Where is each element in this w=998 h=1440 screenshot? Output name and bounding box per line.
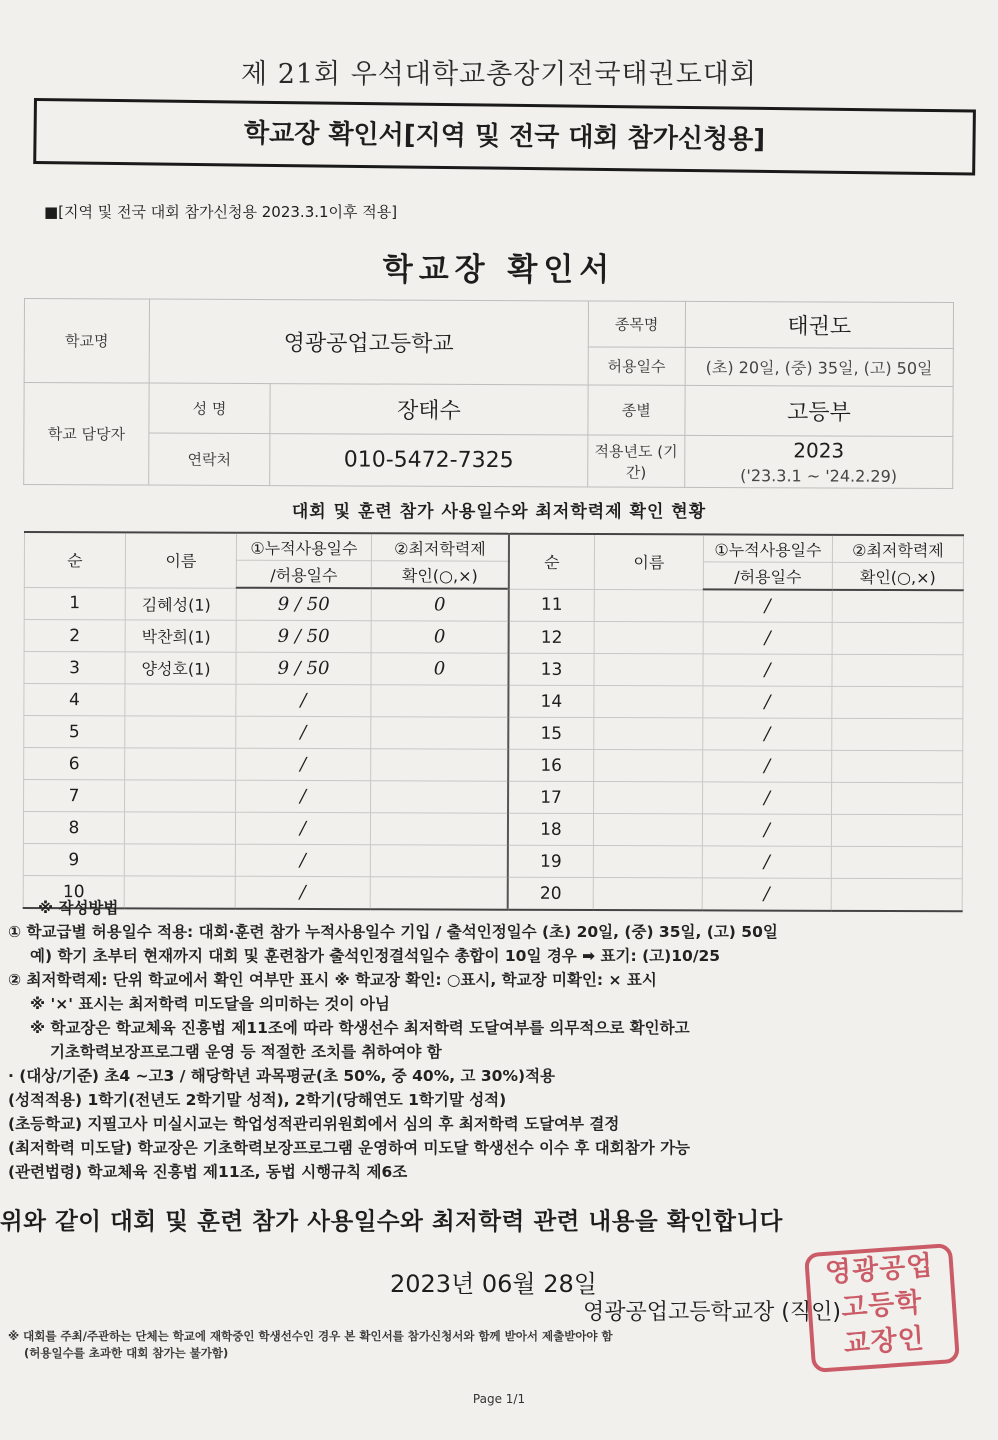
min-score-check <box>831 878 962 911</box>
days-used: / <box>703 782 832 814</box>
min-score-check <box>371 781 509 813</box>
athlete-name <box>593 845 702 877</box>
col-no-2: 순 <box>509 534 595 589</box>
days-used: 9 / 50 <box>236 620 371 652</box>
days-used: / <box>236 684 371 716</box>
athlete-name: 양성호(1) <box>125 652 236 684</box>
days-used: / <box>702 814 831 846</box>
table-row <box>24 780 963 815</box>
days-used: / <box>702 878 831 911</box>
row-number: 9 <box>23 843 124 875</box>
min-score-check <box>832 718 963 750</box>
days-value: (초) 20일, (중) 35일, (고) 50일 <box>685 347 953 386</box>
min-score-check <box>831 846 962 878</box>
days-used: / <box>236 780 371 812</box>
instructions <box>8 896 778 1184</box>
athlete-name <box>593 813 702 845</box>
col-no: 순 <box>24 532 125 587</box>
sport-value: 태권도 <box>685 301 953 348</box>
athlete-name <box>594 653 703 685</box>
table-row <box>24 620 963 655</box>
note-line: 예) 학기 초부터 현재까지 대회 및 훈련참가 출석인정결석일수 총합이 10일 경우 ➡ 표기: (고)10/25 <box>30 947 721 965</box>
name-value: 장태수 <box>270 384 588 435</box>
col-days-2: /허용일수 <box>236 560 371 588</box>
days-used: 9 / 50 <box>236 588 371 621</box>
col-check-2: 확인(○,×) <box>371 561 509 589</box>
table-row <box>24 748 963 783</box>
sport-label: 종목명 <box>588 301 685 347</box>
row-number: 15 <box>508 717 594 749</box>
note-line: (성적적용) 1학기(전년도 2학기말 성적), 2학기(당해연도 1학기말 성적) <box>8 1091 507 1109</box>
days-used: / <box>235 812 370 844</box>
min-score-check: 0 <box>371 588 509 621</box>
days-used: / <box>235 844 370 876</box>
seal-line: 교장인 <box>842 1323 926 1360</box>
row-number: 13 <box>508 653 594 685</box>
min-score-check <box>370 813 508 845</box>
athlete-name <box>594 781 703 813</box>
table-row <box>23 812 962 847</box>
min-score-check <box>832 654 963 686</box>
min-score-check <box>831 814 962 846</box>
table-row <box>24 716 963 751</box>
col-check-3: ②최저학력제 <box>832 535 963 563</box>
note-line: ② 최저학력제: 단위 학교에서 확인 여부만 표시 ※ 학교장 확인: ○표시, 학교장 미확인: × 표시 <box>8 971 657 989</box>
footnote <box>8 1328 613 1362</box>
col-days-3: ①누적사용일수 <box>703 534 832 562</box>
min-score-check <box>371 717 509 749</box>
col-check-1: ②최저학력제 <box>371 533 509 561</box>
athlete-name <box>124 812 235 844</box>
row-number: 10 <box>23 875 124 908</box>
status-table <box>23 531 964 912</box>
status-title: 대회 및 훈련 참가 사용일수와 최저학력제 확인 현황 <box>291 502 707 522</box>
note-line: ① 학교급별 허용일수 적용: 대회·훈련 참가 누적사용일수 기입 / 출석인정일수 (초) 20일, (중) 35일, (고) 50일 <box>8 923 778 941</box>
confirm-statement: 위와 같이 대회 및 훈련 참가 사용일수와 최저학력 관련 내용을 확인합니다 <box>0 1207 783 1235</box>
col-name: 이름 <box>125 532 236 587</box>
doc-title: 학교장 확인서[지역 및 전국 대회 참가신청용] <box>243 118 766 155</box>
table-row <box>23 843 962 878</box>
contact-label: 연락처 <box>149 433 270 486</box>
footnote-line: ※ 대회를 주최/주관하는 단체는 학교에 재학중인 학생선수인 경우 본 확인서를 참가신청서와 함께 받아서 제출받아야 함 <box>8 1329 613 1343</box>
row-number: 14 <box>508 685 594 717</box>
col-days-4: /허용일수 <box>703 562 832 590</box>
days-used: / <box>703 750 832 782</box>
name-label: 성 명 <box>149 383 270 434</box>
col-check-4: 확인(○,×) <box>832 562 963 590</box>
row-number: 5 <box>24 716 125 748</box>
row-number: 6 <box>24 748 125 780</box>
note-line: ※ '×' 표시는 최저학력 미도달을 의미하는 것이 아님 <box>30 995 390 1013</box>
min-score-check <box>832 686 963 718</box>
page-number: Page 1/1 <box>472 1392 526 1406</box>
row-number: 3 <box>24 652 125 684</box>
school-label: 학교명 <box>24 299 149 384</box>
days-used: / <box>236 748 371 780</box>
athlete-name <box>594 621 703 653</box>
school-value: 영광공업고등학교 <box>149 299 588 385</box>
days-used: / <box>703 718 832 750</box>
footnote-line: (허용일수를 초과한 대회 참가는 불가함) <box>24 1346 229 1360</box>
note-line: · (대상/기준) 초4 ~고3 / 해당학년 과목평균(초 50%, 중 40%, 고 30%)적용 <box>8 1067 556 1085</box>
min-score-check <box>371 749 509 781</box>
year-label: 적용년도 (기간) <box>587 435 684 487</box>
note-line: (초등학교) 지필고사 미실시교는 학업성적관리위원회에서 심의 후 최저학력 도달여부 결정 <box>8 1115 620 1133</box>
col-name-2: 이름 <box>594 534 703 589</box>
row-number: 19 <box>508 845 594 877</box>
info-table <box>23 298 954 489</box>
days-used: / <box>703 686 832 718</box>
days-used: / <box>703 654 832 686</box>
athlete-name <box>124 844 235 876</box>
row-number: 18 <box>508 813 594 845</box>
main-title: 학교장 확인서 <box>382 252 616 288</box>
athlete-name <box>594 717 703 749</box>
official-seal <box>804 1243 960 1373</box>
days-used: 9 / 50 <box>236 652 371 684</box>
status-rows <box>23 587 963 911</box>
table-row <box>24 652 963 687</box>
athlete-name <box>594 589 703 622</box>
issue-date: 2023년 06월 28일 <box>390 1270 597 1298</box>
event-title: 제 21회 우석대학교총장기전국태권도대회 <box>241 59 757 90</box>
row-number: 2 <box>24 620 125 652</box>
athlete-name <box>594 685 703 717</box>
athlete-name <box>125 684 236 716</box>
year-value: 2023 <box>793 438 845 463</box>
table-row <box>24 587 963 623</box>
athlete-name <box>125 716 236 748</box>
min-score-check <box>832 782 963 814</box>
days-label: 허용일수 <box>588 347 685 385</box>
min-score-check: 0 <box>371 653 509 685</box>
col-days-1: ①누적사용일수 <box>236 533 371 561</box>
signer: 영광공업고등학교장 (직인) <box>583 1300 841 1325</box>
athlete-name: 박찬희(1) <box>125 620 236 652</box>
athlete-name <box>125 780 236 812</box>
min-score-check <box>832 750 963 782</box>
year-cell <box>684 435 952 488</box>
seal-line: 영광공업 <box>824 1250 935 1289</box>
row-number: 8 <box>23 812 124 844</box>
contact-value: 010-5472-7325 <box>270 434 588 487</box>
athlete-name <box>125 748 236 780</box>
seal-line: 고등학 <box>840 1287 924 1324</box>
note-line: ※ 학교장은 학교체육 진흥법 제11조에 따라 학생선수 최저학력 도달여부를 의무적으로 확인하고 <box>30 1019 690 1037</box>
athlete-name: 김혜성(1) <box>125 587 236 620</box>
table-row <box>24 684 963 719</box>
days-used: / <box>703 589 832 622</box>
division-label: 종별 <box>588 385 685 435</box>
row-number: 1 <box>24 587 125 620</box>
row-number: 20 <box>508 877 594 910</box>
manager-label: 학교 담당자 <box>24 383 149 486</box>
row-number: 7 <box>24 780 125 812</box>
row-number: 12 <box>509 621 595 653</box>
doc-title-box <box>33 98 976 176</box>
min-score-check <box>832 622 963 654</box>
athlete-name <box>594 749 703 781</box>
min-score-check <box>371 685 509 717</box>
min-score-check <box>832 590 963 623</box>
period-value: ('23.3.1 ~ '24.2.29) <box>740 466 898 486</box>
days-used: / <box>702 846 831 878</box>
days-used: / <box>235 876 370 909</box>
days-used: / <box>236 716 371 748</box>
note-line: (최저학력 미도달) 학교장은 기초학력보장프로그램 운영하여 미도달 학생선수 이수 후 대회참가 가능 <box>8 1139 691 1157</box>
row-number: 4 <box>24 684 125 716</box>
note-heading: ※ 작성방법 <box>38 899 119 917</box>
note-line: 기초학력보장프로그램 운영 등 적절한 조치를 취하여야 함 <box>50 1043 442 1061</box>
apply-note: ■[지역 및 전국 대회 참가신청용 2023.3.1이후 적용] <box>44 203 398 221</box>
row-number: 16 <box>508 749 594 781</box>
division-value: 고등부 <box>685 385 953 436</box>
row-number: 17 <box>508 781 594 813</box>
row-number: 11 <box>509 589 595 622</box>
days-used: / <box>703 622 832 654</box>
min-score-check: 0 <box>371 621 509 653</box>
min-score-check <box>370 845 508 877</box>
note-line: (관련법령) 학교체육 진흥법 제11조, 동법 시행규칙 제6조 <box>8 1163 408 1181</box>
